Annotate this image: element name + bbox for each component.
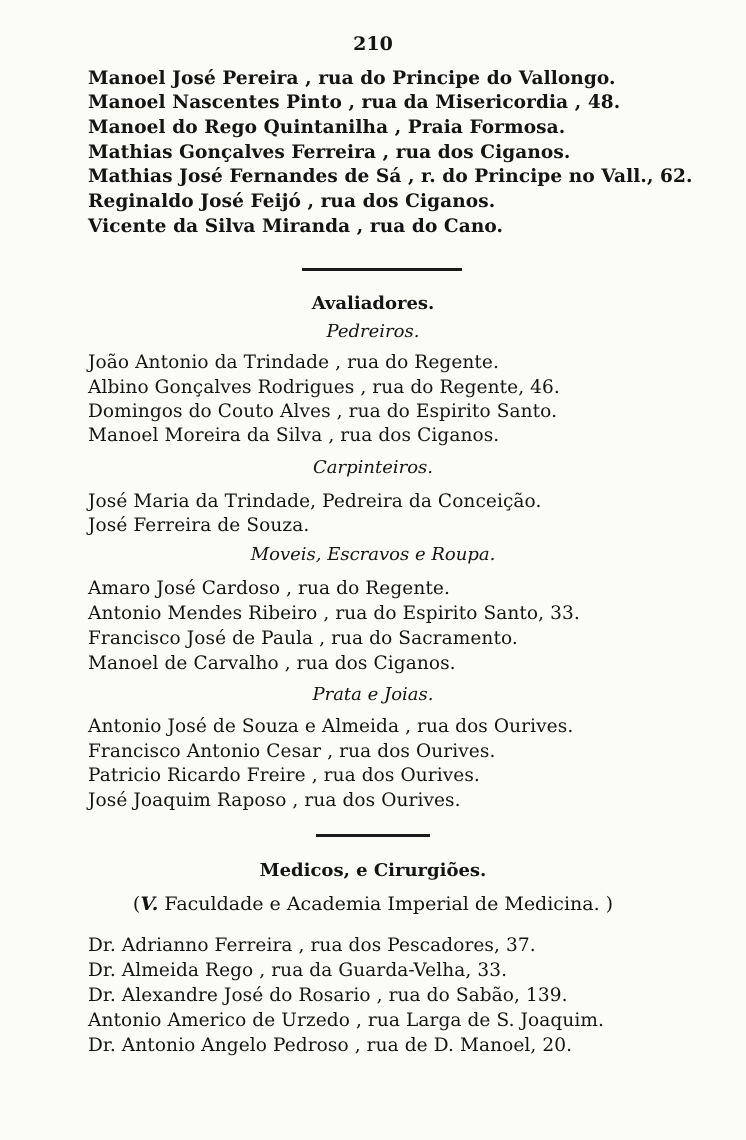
entry: Manoel Nascentes Pinto , rua da Misericordia , 48. — [88, 92, 621, 113]
entry: Patricio Ricardo Freire , rua dos Ourives. — [88, 765, 480, 786]
entry: Dr. Alexandre José do Rosario , rua do Sabão, 139. — [88, 985, 568, 1006]
entry: Dr. Antonio Angelo Pedroso , rua de D. Manoel, 20. — [88, 1035, 573, 1056]
entry: José Maria da Trindade, Pedreira da Conceição. — [88, 491, 542, 512]
entry: Amaro José Cardoso , rua do Regente. — [88, 578, 450, 599]
entry: Manoel do Rego Quintanilha , Praia Formosa. — [88, 117, 566, 138]
entry: Mathias Gonçalves Ferreira , rua dos Ciganos. — [88, 142, 571, 163]
note-prefix: ( — [132, 893, 141, 915]
note-v: V. — [140, 893, 159, 915]
entry: José Ferreira de Souza. — [88, 515, 310, 536]
entry: Domingos do Couto Alves , rua do Espirito Santo. — [88, 401, 558, 422]
entry: João Antonio da Trindade , rua do Regente. — [88, 352, 499, 373]
cross-reference-note — [0, 892, 746, 916]
entry: Manoel José Pereira , rua do Principe do Vallongo. — [88, 68, 616, 89]
subsection-title-pedreiros: Pedreiros. — [326, 321, 420, 342]
entry: Antonio José de Souza e Almeida , rua dos Ourives. — [88, 716, 574, 737]
entry: Dr. Almeida Rego , rua da Guarda-Velha, 33. — [88, 960, 508, 981]
entry: Manoel de Carvalho , rua dos Ciganos. — [88, 653, 456, 674]
page-number: 210 — [353, 33, 393, 55]
note-text: Faculdade e Academia Imperial de Medicina. ) — [158, 893, 614, 915]
subsection-title-moveis: Moveis, Escravos e Roupa. — [250, 544, 496, 565]
entry: Mathias José Fernandes de Sá , r. do Principe no Vall., 62. — [88, 166, 693, 187]
entry: José Joaquim Raposo , rua dos Ourives. — [88, 790, 461, 811]
section-title: Avaliadores. — [311, 293, 435, 314]
entry: Antonio Americo de Urzedo , rua Larga de S. Joaquim. — [88, 1010, 605, 1031]
subsection-title-carpinteiros: Carpinteiros. — [312, 457, 434, 478]
section-title: Medicos, e Cirurgiões. — [259, 860, 487, 881]
entry: Vicente da Silva Miranda , rua do Cano. — [88, 216, 504, 237]
entry: Manoel Moreira da Silva , rua dos Ciganos. — [88, 425, 500, 446]
entry: Antonio Mendes Ribeiro , rua do Espirito Santo, 33. — [88, 603, 580, 624]
section-divider — [302, 268, 462, 271]
entry: Francisco José de Paula , rua do Sacramento. — [88, 628, 518, 649]
entry: Francisco Antonio Cesar , rua dos Ourives. — [88, 741, 496, 762]
subsection-title-prata: Prata e Joias. — [312, 684, 434, 705]
entry: Reginaldo José Feijó , rua dos Ciganos. — [88, 191, 496, 212]
entry: Albino Gonçalves Rodrigues , rua do Regente, 46. — [88, 377, 560, 398]
section-divider — [316, 834, 430, 837]
entry: Dr. Adrianno Ferreira , rua dos Pescadores, 37. — [88, 935, 536, 956]
